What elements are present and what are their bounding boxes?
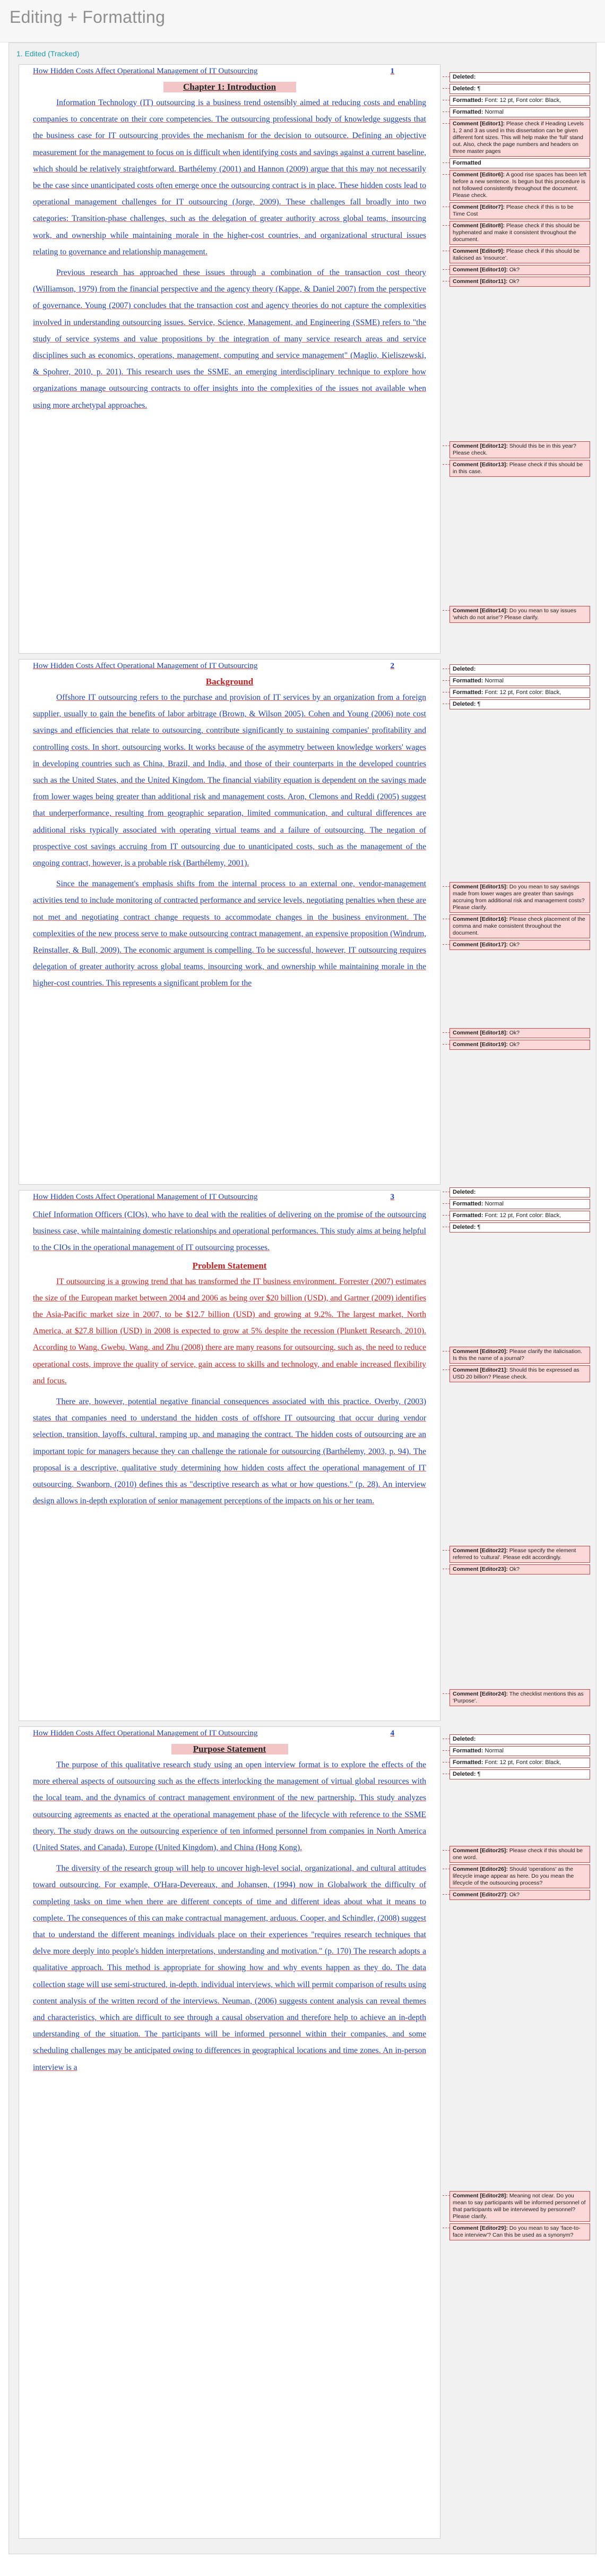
paragraph: Since the management's emphasis shifts from the internal process to an external one, vendor-management activities tend to include monitoring of contracted performance and service levels, negotiating penalties when these are not met and negotiating contract change requests to accommodate changes in the business environment. The complexities of the new process serve to make outsourcing contract management, an expensive proposition (Windrum, Reinstaller, & Bull, 2009). The economic argument is compelling. To be successful, however, IT outsourcing requires delegation of greater authority across global teams, insourcing work, and ownership while maintaining morale in the higher-cost countries. This represents a significant problem for the: [33, 879, 426, 988]
comment-balloon[interactable]: [450, 1564, 590, 1574]
balloon-text: Font: 12 pt, Font color: Black,: [485, 1759, 561, 1766]
running-head: [33, 1727, 426, 1740]
balloon-text: Do you mean to say 'face-to-face interview'? Can this be used as a synonym?: [453, 2225, 581, 2238]
balloon-text: Ok?: [509, 1892, 520, 1898]
balloon-label: Comment [Editor12]:: [453, 443, 508, 449]
balloon-label: Comment [Editor19]:: [453, 1041, 508, 1048]
balloon-text: Should 'operations' as the lifecycle image appear as here. Do you mean the lifecycle of the outsourcing process?: [453, 1866, 574, 1886]
balloon-text: Ok?: [509, 1030, 520, 1036]
balloon-text: A good rise spaces has been left before a new sentence. Is begun but this procedure is not followed consistently throughout the document. Please check.: [453, 172, 587, 199]
comment-balloon[interactable]: [450, 1028, 590, 1038]
balloon-label: Comment [Editor8]:: [453, 222, 505, 229]
comment-balloon[interactable]: [450, 1365, 590, 1382]
balloon-text: Please clarify the italicisation. Is this the name of a journal?: [453, 1348, 582, 1362]
comment-balloon[interactable]: [450, 1347, 590, 1364]
paragraph: The purpose of this qualitative research study using an open interview format is to explore the effects of the more ethereal aspects of outsourcing such as the effects interlocking the management of virtual global resources with the local team, and the dynamics of contract management environment of the new partnership. This study analyzes outsourcing agreements as enacted at the operational management phase of the lifecycle with reference to the SSME theory. The study draws on the outsourcing experience of ten informed personnel from companies in North America (United States, and Canada), Europe (United Kingdom), and China (Hong Kong).: [33, 1760, 426, 1853]
comment-balloon[interactable]: [450, 202, 590, 219]
paragraph: Chief Information Officers (CIOs), who have to deal with the realities of delivering on the promise of the outsourcing business case, while maintaining domestic relationships and operational performances. This study aims at being helpful to the CIOs in the operational management of IT outsourcing processes.: [33, 1210, 426, 1253]
balloon-label: Deleted:: [453, 85, 476, 92]
section-title: Chapter 1: Introduction: [163, 82, 296, 92]
comment-balloon[interactable]: [450, 914, 590, 938]
paragraph: IT outsourcing is a growing trend that has transformed the IT business environment. Forrester (2007) estimates the size of the European market between 2004 and 2006 as being over $20 billion (USD), and Gartner (2009) identifies the Asia-Pacific market size in 2007, to be $12.7 billion (USD) and growing at 9.2%. The largest market, North America, at $27.8 billion (USD) in 2008 is expected to grow at 5% despite the recession (Plunkett Research, 2010). According to Wang, Gwebu, Wang, and Zhu (2008) there are many reasons for outsourcing, such as, the need to reduce operational costs, improve the quality of service, gain access to skills and technology, and enable increased flexibility and focus.: [33, 1277, 426, 1385]
comment-balloon[interactable]: [450, 940, 590, 950]
balloon-text: Should this be in this year? Please check.: [453, 443, 576, 456]
balloon-group: [450, 1689, 590, 1708]
balloon-text: Please check if this is to be Time Cost: [453, 204, 574, 217]
balloon-label: Deleted:: [453, 74, 476, 80]
balloon-label: Deleted:: [453, 1224, 476, 1230]
comment-balloon[interactable]: [450, 2223, 590, 2240]
balloon-label: Comment [Editor17]:: [453, 942, 508, 948]
revision-balloon[interactable]: [450, 107, 590, 117]
balloon-text: Font: 12 pt, Font color: Black,: [485, 1212, 561, 1219]
paragraph: Previous research has approached these issues through a combination of the transaction cost theory (Williamson, 1979) from the financial perspective and the agency theory (Kappe, & Daniel 2007) from the perspective of governance. Young (2007) concludes that the transaction cost and agency theories do not capture the complexities involved in understanding outsourcing issues. Service, Science, Management, and Engineering (SSME) refers to "the study of service systems and value propositions by the integration of many service research areas and service disciplines such as economics, operations, management, computing and service management" (Maglio, Kieliszewski, & Spohrer, 2010, p. 201). This research uses the SSME, an emerging interdisciplinary technique to explore how organizations manage outsourcing contracts to offer insights into the complexities of the issues not available when using more archetypal approaches.: [33, 268, 426, 410]
revision-balloon[interactable]: [450, 158, 590, 168]
running-head-text: How Hidden Costs Affect Operational Management of IT Outsourcing: [33, 1193, 258, 1201]
balloon-label: Comment [Editor13]:: [453, 461, 508, 468]
balloon-group: [450, 1347, 590, 1384]
balloon-label: Deleted:: [453, 1736, 476, 1742]
comment-balloon[interactable]: [450, 221, 590, 245]
balloon-label: Comment [Editor21]:: [453, 1367, 508, 1373]
balloon-label: Deleted:: [453, 666, 476, 672]
comment-balloon[interactable]: [450, 460, 590, 477]
running-head: [33, 65, 426, 78]
balloon-label: Formatted: [453, 160, 481, 166]
balloon-label: Comment [Editor14]:: [453, 607, 508, 614]
balloon-label: Deleted:: [453, 1189, 476, 1195]
balloon-text: ¶: [477, 85, 481, 92]
paragraph: The diversity of the research group will help to uncover high-level social, organizational, and cultural attitudes toward outsourcing. For example, O'Hara-Devereaux, and Johansen, (1994) now in Globalwork the difficulty of completing tasks on time when there are different concepts of time and different ideas about what it means to complete. The consequences of this can make contractual management, arduous. Cooper, and Schindler, (2008) suggest that to understand the different meanings individuals place on their experiences "requires research techniques that delve more deeply into people's hidden interpretations, understanding and motivation." (p. 170) The research adopts a qualitative approach. This method is appropriate for showing how and why events happen as they do. The data collection stage will use semi-structured, in-depth, individual interviews, which will permit comparison of results using content analysis of the written record of the interviews. Neuman, (2006) suggests content analysis can reveal themes and characteristics, which are difficult to see through a causal observation and therefore help to achieve an in-depth understanding of the situation. The participants will be informed personnel within their companies, and some scheduling challenges may be anticipated owing to differences in geographical locations and time zones. An in-person interview is a: [33, 1864, 426, 2072]
comment-balloon[interactable]: [450, 882, 590, 913]
balloon-label: Comment [Editor29]:: [453, 2225, 508, 2231]
comment-balloon[interactable]: [450, 246, 590, 263]
balloon-label: Comment [Editor24]:: [453, 1691, 508, 1697]
document-viewer[interactable]: [8, 42, 597, 2554]
balloon-label: Formatted:: [453, 1212, 483, 1219]
section-title: Problem Statement: [192, 1260, 267, 1271]
balloon-label: Formatted:: [453, 1201, 483, 1207]
balloon-group: [450, 882, 590, 952]
comment-balloon[interactable]: [450, 1040, 590, 1050]
document-page: [19, 1190, 440, 1721]
balloon-label: Formatted:: [453, 109, 483, 115]
revision-balloon[interactable]: [450, 676, 590, 686]
paragraph: There are, however, potential negative financial consequences associated with this practice. Overby, (2003) states that companies need to understand the hidden costs of offshore IT outsourcing that occur during vendor selection, transition, layoffs, cultural, ramping up, and managing the contract. The hidden costs of outsourcing are an important topic for managers because they can challenge the rationale for outsourcing (Barthélemy, 2003, p. 94). The proposal is a descriptive, qualitative study determining how hidden costs affect the operational management of IT outsourcing. Swanborn, (2010) defines this as "descriptive research as what or how questions." (p. 28). An interview design allows in-depth exploration of senior management perceptions of the impacts on his or her team.: [33, 1397, 426, 1506]
balloon-text: Should this be expressed as USD 20 billion? Please check.: [453, 1367, 580, 1380]
comment-balloon[interactable]: [450, 1864, 590, 1888]
balloon-text: Normal: [485, 1748, 504, 1754]
page-number: 3: [390, 1193, 394, 1201]
comment-balloon[interactable]: [450, 441, 590, 458]
revision-balloon[interactable]: [450, 664, 590, 674]
balloon-text: Please check if this should be in this case.: [453, 461, 583, 475]
revision-balloon[interactable]: [450, 1187, 590, 1197]
balloon-label: Comment [Editor15]:: [453, 884, 508, 890]
balloon-label: Formatted:: [453, 1759, 483, 1766]
balloon-group: [450, 72, 590, 288]
page-number: 1: [390, 67, 394, 75]
comment-balloon[interactable]: [450, 1546, 590, 1563]
balloon-label: Formatted:: [453, 1748, 483, 1754]
revision-balloon[interactable]: [450, 1734, 590, 1744]
running-head-text: How Hidden Costs Affect Operational Management of IT Outsourcing: [33, 1729, 258, 1738]
revision-balloon[interactable]: [450, 1211, 590, 1221]
document-page: [19, 659, 440, 1185]
balloon-text: Do you mean to say savings made from lower wages are greater than savings accruing from additional risk and management costs? Please clarify.: [453, 884, 585, 911]
balloon-label: Comment [Editor6]:: [453, 172, 505, 178]
balloon-text: Normal: [485, 678, 504, 684]
balloon-label: Formatted:: [453, 689, 483, 696]
document-page: [19, 1726, 440, 2539]
balloon-label: Formatted:: [453, 678, 483, 684]
balloon-text: Ok?: [509, 1566, 520, 1572]
comment-balloon[interactable]: [450, 2191, 590, 2222]
page-number: 4: [390, 1729, 394, 1738]
balloon-label: Comment [Editor1]:: [453, 121, 505, 127]
comment-balloon[interactable]: [450, 1890, 590, 1900]
balloon-label: Comment [Editor9]:: [453, 248, 505, 254]
tab-edited-tracked[interactable]: 1. Edited (Tracked): [16, 49, 80, 58]
revision-balloon[interactable]: [450, 1758, 590, 1768]
balloon-text: Meaning not clear. Do you mean to say participants will be informed personnel of that participants will be interviewed by personnel? Please clarify.: [453, 2193, 586, 2220]
balloon-text: ¶: [477, 701, 481, 707]
balloon-group: [450, 441, 590, 478]
balloon-group: [450, 1846, 590, 1902]
balloon-group: [450, 1546, 590, 1576]
paragraph: Information Technology (IT) outsourcing is a business trend ostensibly aimed at reducing costs and enabling companies to concentrate on their core competencies. The outsourcing professional body of knowledge suggests that the business case for IT outsourcing provides the mechanism for the decision to outsource. Defining an objective measurement for the management to focus on is difficult when identifying costs and savings against a current baseline, which should be relatively straightforward. Barthélemy (2001) and Hannon (2009) argue that this may not necessarily be the case since unanticipated costs often emerge once the outsourcing contract is in place. These hidden costs lead to operational management challenges for IT outsourcing (Jorge, 2009). These challenges fall broadly into two categories: Transition-phase challenges, such as the delegation of greater authority across global teams, insourcing work, and ownership while maintaining morale in the higher-cost countries, and organizational structural issues relating to governance and relationship management.: [33, 98, 426, 256]
running-head: [33, 1191, 426, 1203]
balloon-text: Please check if this should be hyphenated and make it consistent throughout the document.: [453, 222, 580, 243]
section-title: Background: [205, 677, 254, 687]
balloon-label: Comment [Editor27]:: [453, 1892, 508, 1898]
comment-balloon[interactable]: [450, 119, 590, 157]
balloon-group: [450, 606, 590, 624]
balloon-text: Normal: [485, 109, 504, 115]
comment-balloon[interactable]: [450, 265, 590, 275]
comment-balloon[interactable]: [450, 170, 590, 201]
balloon-label: Comment [Editor11]:: [453, 278, 508, 285]
paragraph: Offshore IT outsourcing refers to the purchase and provision of IT services by an organization from a foreign supplier, usually to gain the benefits of labor arbitrage (Brown, & Wilson 2005). Cohen and Young (2006) note cost savings and efficiencies that relate to outsourcing, contribute significantly to sustaining companies' profitability and controlling costs. In short, outsourcing works. It works because of the asymmetry between knowledge workers' wages in developing countries such as China, Brazil, and India, and those of their counterparts in the developed countries such as the United States, and the United Kingdom. The financial viability equation is dependent on the savings made from lower wages being greater than additional risk and management costs. Aron, Clemons and Reddi (2005) suggest that underperformance, resulting from geographic separation, limited communication, and cultural differences are additional risks typically associated with operating virtual teams and a failure of outsourcing. The negation of prospective cost savings accruing from IT outsourcing due to unanticipated costs, such as the management of the ongoing contract, however, is a probable risk (Barthélemy, 2001).: [33, 693, 426, 868]
balloon-text: Font: 12 pt, Font color: Black,: [485, 97, 561, 104]
balloon-label: Comment [Editor28]:: [453, 2193, 508, 2199]
balloon-group: [450, 1734, 590, 1781]
balloon-label: Formatted:: [453, 97, 483, 104]
balloon-text: Please check placement of the comma and make consistent throughout the document.: [453, 916, 585, 936]
revision-balloon[interactable]: [450, 1769, 590, 1779]
balloon-text: Font: 12 pt, Font color: Black,: [485, 689, 561, 696]
balloon-text: Please check if this should be italicised as 'insource'.: [453, 248, 580, 261]
balloon-group: [450, 664, 590, 711]
revision-balloon[interactable]: [450, 699, 590, 709]
balloon-label: Deleted:: [453, 1771, 476, 1777]
revision-balloon[interactable]: [450, 1746, 590, 1756]
revision-balloon[interactable]: [450, 96, 590, 106]
revision-balloon[interactable]: [450, 72, 590, 82]
app-header: [0, 0, 605, 42]
running-head-text: How Hidden Costs Affect Operational Management of IT Outsourcing: [33, 67, 258, 75]
balloon-text: Please check if this should be one word.: [453, 1847, 583, 1861]
document-page: [19, 64, 440, 654]
app-title: Editing + Formatting: [10, 7, 166, 27]
balloon-group: [450, 1028, 590, 1051]
balloon-label: Comment [Editor23]:: [453, 1566, 508, 1572]
revision-balloon[interactable]: [450, 688, 590, 698]
balloon-text: Ok?: [509, 1041, 520, 1048]
balloon-text: ¶: [477, 1224, 481, 1230]
balloon-text: Ok?: [509, 942, 520, 948]
balloon-text: Do you mean to say issues 'which do not arise'? Please clarify.: [453, 607, 576, 621]
balloon-label: Comment [Editor10]:: [453, 267, 508, 273]
balloon-label: Comment [Editor22]:: [453, 1547, 508, 1554]
balloon-text: ¶: [477, 1771, 481, 1777]
balloon-group: [450, 2191, 590, 2242]
balloon-label: Comment [Editor25]:: [453, 1847, 508, 1854]
revision-balloon[interactable]: [450, 1222, 590, 1233]
revision-balloon[interactable]: [450, 84, 590, 94]
running-head: [33, 660, 426, 672]
comment-balloon[interactable]: [450, 277, 590, 287]
comment-balloon[interactable]: [450, 1846, 590, 1863]
balloon-label: Comment [Editor18]:: [453, 1030, 508, 1036]
revision-balloon[interactable]: [450, 1199, 590, 1209]
balloon-text: Ok?: [509, 278, 520, 285]
balloon-label: Deleted:: [453, 701, 476, 707]
section-title: Purpose Statement: [171, 1744, 288, 1755]
balloon-text: The checklist mentions this as 'Purpose'.: [453, 1691, 584, 1704]
balloon-text: Please check if Heading Levels 1, 2 and 3 as used in this dissertation can be given different font sizes. This will help make the 'full' stand out. Also, check the page numbers and headers on three master pages: [453, 121, 584, 155]
page-number: 2: [390, 662, 394, 670]
balloon-text: Please specify the element referred to 'cultural'. Please edit accordingly.: [453, 1547, 576, 1561]
comment-balloon[interactable]: [450, 606, 590, 623]
balloon-label: Comment [Editor20]:: [453, 1348, 508, 1355]
balloon-group: [450, 1187, 590, 1234]
balloon-text: Ok?: [509, 267, 520, 273]
balloon-text: Normal: [485, 1201, 504, 1207]
balloon-label: Comment [Editor16]:: [453, 916, 508, 922]
balloon-label: Comment [Editor7]:: [453, 204, 505, 210]
comment-balloon[interactable]: [450, 1689, 590, 1706]
balloon-label: Comment [Editor26]:: [453, 1866, 508, 1872]
running-head-text: How Hidden Costs Affect Operational Management of IT Outsourcing: [33, 662, 258, 670]
